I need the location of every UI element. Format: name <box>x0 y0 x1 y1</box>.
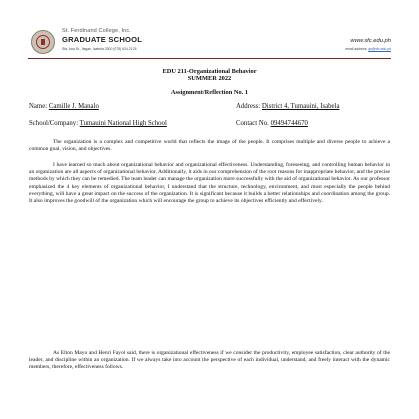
paragraph-3: As Elton Mayo and Henri Fayol said, there is organizational effectiveness if we consider the productivity, employee satisfaction, clear authority of the leader, and discipline within an organization. If we always take into account the perspective of each individual, understand, and freely interact with the dynamic members, therefore, effectiveness follows. <box>29 350 390 371</box>
email-link[interactable]: gs@sfc.edu.ph <box>368 47 391 51</box>
school-field <box>29 120 167 127</box>
name-label: Name: <box>29 103 48 110</box>
contact-field <box>236 120 308 127</box>
header-divider <box>28 58 391 59</box>
school-name: GRADUATE SCHOOL <box>62 35 143 44</box>
name-value: Camille J. Manalo <box>48 103 99 110</box>
college-name: St. Ferdinand College, Inc. <box>62 28 131 34</box>
course-title: EDU 211-Organizational Behavior <box>162 68 257 75</box>
term-title: SUMMER 2022 <box>187 75 232 82</box>
contact-label: Contact No. <box>236 120 269 127</box>
address-value: District 4, Tumauini, Isabela <box>261 103 340 110</box>
college-logo <box>31 30 55 54</box>
website-link[interactable]: www.sfc.edu.ph <box>350 38 391 44</box>
email-label: email address: <box>345 47 368 51</box>
assignment-title: Assignment/Reflection No. 1 <box>170 89 249 96</box>
address-label: Address: <box>236 103 261 110</box>
school-label: School/Company: <box>29 120 79 127</box>
paragraph-1: The organization is a complex and competitive world that reflects the image of the people. It comprises multiple and diverse people to achieve a common goal, vision, and objectives. <box>29 139 390 153</box>
paragraph-2: I have learned so much about organizational behavior and organizational effectiveness. Understanding, foreseeing, and controlling human behavior in an organization are all aspects of organizational behavior. Additionally, it aids in our comprehension of the root reasons for inappropriate behavior, and the precise methods by which they can be remedied. The team leader can manage the organization more successfully with the aid of organizational behavior. As our professor emphasized the 4 key elements of organizational behavior, I understand that the structure, technology, environment, and most especially the people behind everything, will have a great impact on the success of the organization. It is significant because it builds a better relationships and coordination among the group. It also improves the goodwill of the organization which will encourage the group to achieve its objectives efficiently and effectively. <box>29 162 390 205</box>
email-line <box>345 47 391 51</box>
contact-value: 09494744670 <box>270 120 308 127</box>
address-field <box>236 103 339 110</box>
school-value: Tumauini National High School <box>79 120 167 127</box>
college-address: Sta. Ana St., Ilagan, Isabela 3300 (078) 624-2125 <box>62 47 137 51</box>
name-field <box>29 103 99 110</box>
